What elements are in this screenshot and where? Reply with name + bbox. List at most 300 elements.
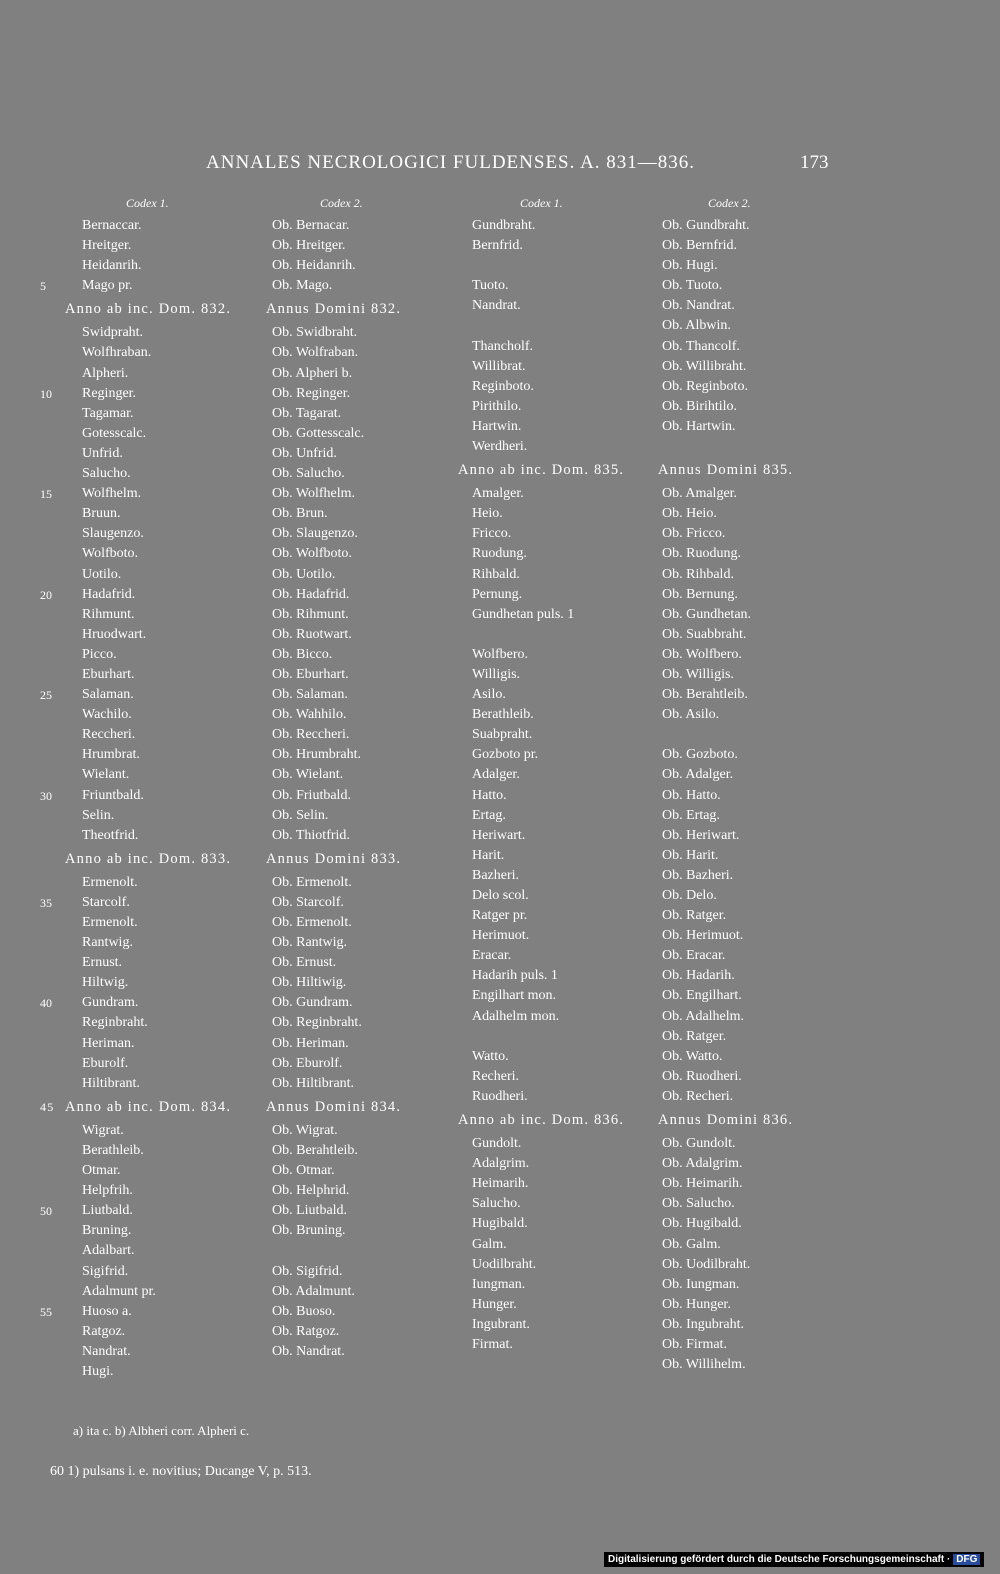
codex-1-entry: Hruodwart. — [82, 626, 147, 642]
codex-2-entry: Ob. Herimuot. — [662, 928, 744, 944]
entry-row — [40, 745, 430, 765]
codex-2-entry: Ob. Willibraht. — [662, 358, 747, 374]
codex-2-entry: Ob. Hugibald. — [662, 1216, 742, 1232]
codex-2-entry: Ob. Amalger. — [662, 486, 738, 502]
year-heading-codex-2: Annus Domini 832. — [266, 301, 402, 318]
year-heading-codex-1: Anno ab inc. Dom. 834. — [65, 1098, 232, 1115]
codex-2-entry: Ob. Tagarat. — [272, 405, 342, 421]
entry-row — [40, 913, 430, 933]
entry-row — [40, 1241, 430, 1261]
entry-row — [40, 1221, 430, 1241]
footnote-variants: a) ita c. b) Albheri corr. Alpheri c. — [73, 1423, 250, 1438]
entry-row — [450, 316, 830, 336]
codex-2-entry: Ob. Hreitger. — [272, 238, 346, 254]
codex-1-entry: Gundram. — [82, 995, 139, 1011]
codex-1-entry: Starcolf. — [82, 894, 130, 910]
codex-2-entry: Ob. Rantwig. — [272, 935, 348, 951]
entry-row — [450, 866, 830, 886]
codex-1-entry: Heio. — [472, 506, 503, 522]
codex-1-entry: Eburhart. — [82, 666, 135, 682]
codex-2-entry: Ob. Thiotfrid. — [272, 827, 350, 843]
codex-2-entry: Ob. Salucho. — [272, 466, 345, 482]
codex-2-entry: Ob. Unfrid. — [272, 445, 337, 461]
entry-row — [450, 1007, 830, 1027]
codex-1-entry: Bazheri. — [472, 867, 520, 883]
codex-1-entry: Harit. — [472, 847, 505, 863]
codex-1-entry: Bernaccar. — [82, 218, 142, 233]
codex-1-entry: Tagamar. — [82, 405, 134, 421]
entry-row — [450, 417, 830, 437]
entry-row — [450, 357, 830, 377]
year-heading-codex-1: Anno ab inc. Dom. 835. — [458, 462, 625, 479]
codex-2-entry: Ob. Rihbald. — [662, 566, 734, 582]
codex-2-entry: Ob. Wigrat. — [272, 1122, 338, 1138]
codex-1-entry: Adalgrim. — [472, 1156, 530, 1172]
codex-2-entry: Ob. Nandrat. — [272, 1343, 345, 1359]
codex-2-entry: Ob. Gundram. — [272, 995, 353, 1011]
entry-row — [40, 765, 430, 785]
codex-2-entry: Ob. Bernacar. — [272, 218, 350, 233]
line-number: 40 — [40, 996, 52, 1011]
codex-2-entry: Ob. Slaugenzo. — [272, 526, 358, 542]
codex-1-entry: Fricco. — [472, 526, 512, 542]
codex-1-entry: Herimuot. — [472, 928, 530, 944]
codex-1-entry: Heriman. — [82, 1035, 135, 1051]
codex-1-entry: Gundhetan puls. 1 — [472, 606, 575, 622]
codex-1-entry: Gundbraht. — [472, 218, 536, 233]
codex-1-entry: Wolfhraban. — [82, 345, 152, 361]
codex-2-entry: Ob. Suabbraht. — [662, 626, 747, 642]
codex-2-heading: Codex 2. — [320, 196, 363, 210]
entry-row — [450, 397, 830, 417]
codex-1-entry: Hugibald. — [472, 1216, 528, 1232]
entry-row — [450, 1087, 830, 1107]
codex-1-entry: Willigis. — [472, 666, 521, 682]
codex-2-entry: Ob. Helphrid. — [272, 1183, 350, 1199]
codex-2-entry: Ob. Gozboto. — [662, 747, 738, 763]
codex-2-entry: Ob. Ratgoz. — [272, 1323, 340, 1339]
codex-2-entry: Ob. Ertag. — [662, 807, 720, 823]
entry-row — [450, 806, 830, 826]
entry-row — [40, 705, 430, 725]
codex-2-entry: Ob. Wolfboto. — [272, 546, 352, 562]
codex-1-entry: Wielant. — [82, 767, 130, 783]
entry-row — [40, 444, 430, 464]
codex-1-entry: Watto. — [472, 1048, 509, 1064]
codex-2-entry: Ob. Heriman. — [272, 1035, 349, 1051]
codex-2-entry: Ob. Tuoto. — [662, 278, 723, 294]
dfg-banner — [604, 1552, 984, 1567]
codex-2-entry: Ob. Heriwart. — [662, 827, 740, 843]
entry-row — [450, 504, 830, 524]
entry-row — [40, 786, 430, 806]
codex-1-entry: Gotesscalc. — [82, 425, 147, 441]
entry-row — [40, 806, 430, 826]
entry-row — [450, 926, 830, 946]
codex-2-entry: Ob. Harit. — [662, 847, 719, 863]
codex-1-entry: Adalmunt pr. — [82, 1283, 156, 1299]
entry-row — [450, 216, 830, 236]
year-heading-codex-2: Annus Domini 836. — [658, 1112, 794, 1129]
codex-2-entry: Ob. Ratger. — [662, 1028, 727, 1044]
codex-1-entry: Wolfboto. — [82, 546, 139, 562]
codex-2-entry: Ob. Iungman. — [662, 1276, 740, 1292]
codex-2-entry: Ob. Reginboto. — [662, 378, 748, 394]
entry-row — [40, 1074, 430, 1094]
entry-row — [450, 565, 830, 585]
year-heading-codex-1: Anno ab inc. Dom. 833. — [65, 850, 232, 867]
entry-row — [40, 464, 430, 484]
entry-row — [40, 1262, 430, 1282]
codex-2-entry: Ob. Bicco. — [272, 646, 333, 662]
codex-1-entry: Bruning. — [82, 1223, 132, 1239]
codex-1-entry: Reccheri. — [82, 727, 136, 743]
entry-row — [450, 377, 830, 397]
banner-text: Digitalisierung gefördert durch die Deutsche Forschungsgemeinschaft · — [608, 1554, 951, 1565]
entry-row — [450, 725, 830, 745]
codex-2-entry: Ob. Wolfraban. — [272, 345, 359, 361]
entry-row — [450, 256, 830, 276]
entry-row — [40, 524, 430, 544]
codex-2-entry: Ob. Salaman. — [272, 687, 348, 703]
dfg-logo: DFG — [953, 1554, 980, 1565]
codex-1-entry: Mago pr. — [82, 278, 133, 294]
entry-row — [40, 1013, 430, 1033]
codex-2-entry: Ob. Fricco. — [662, 526, 726, 542]
codex-1-entry: Pirithilo. — [472, 398, 522, 414]
codex-1-entry: Wigrat. — [82, 1122, 124, 1138]
codex-1-entry: Eracar. — [472, 948, 512, 964]
codex-1-entry: Adalger. — [472, 767, 520, 783]
entry-row — [40, 973, 430, 993]
entry-row — [450, 1214, 830, 1234]
entry-row — [40, 1054, 430, 1074]
codex-1-heading: Codex 1. — [520, 196, 563, 210]
codex-1-entry: Gundolt. — [472, 1136, 522, 1152]
codex-1-entry: Helpfrih. — [82, 1183, 133, 1199]
left-entries — [40, 216, 430, 1382]
codex-2-entry: Ob. Ernust. — [272, 955, 337, 971]
codex-2-entry: Ob. Rihmunt. — [272, 606, 349, 622]
entry-row — [40, 1342, 430, 1362]
codex-2-entry: Ob. Uodilbraht. — [662, 1256, 751, 1272]
codex-2-entry: Ob. Buoso. — [272, 1303, 336, 1319]
codex-1-entry: Gozboto pr. — [472, 747, 539, 763]
codex-2-entry: Ob. Reginger. — [272, 385, 351, 401]
entry-row — [450, 946, 830, 966]
entry-row — [450, 966, 830, 986]
codex-2-entry: Ob. Hadarih. — [662, 968, 735, 984]
entry-row — [40, 725, 430, 745]
year-heading-codex-1: Anno ab inc. Dom. 836. — [458, 1112, 625, 1129]
codex-1-entry: Firmat. — [472, 1336, 513, 1352]
entry-row — [40, 625, 430, 645]
codex-1-entry: Hiltwig. — [82, 975, 129, 991]
codex-1-entry: Slaugenzo. — [82, 526, 144, 542]
codex-2-entry: Ob. Ermenolt. — [272, 915, 352, 930]
entry-row — [450, 605, 830, 625]
entry-row — [40, 826, 430, 846]
footnote-1: 60 1) pulsans i. e. novitius; Ducange V, p. 513. — [50, 1464, 312, 1479]
codex-1-entry: Otmar. — [82, 1163, 121, 1179]
entry-row — [40, 645, 430, 665]
entry-row — [450, 1335, 830, 1355]
codex-1-entry: Tuoto. — [472, 278, 509, 294]
codex-2-heading: Codex 2. — [708, 196, 751, 210]
codex-2-entry: Ob. Reccheri. — [272, 727, 350, 743]
codex-2-entry: Ob. Heimarih. — [662, 1176, 743, 1192]
codex-1-entry: Nandrat. — [472, 298, 521, 314]
codex-2-entry: Ob. Wielant. — [272, 767, 344, 783]
codex-1-entry: Reginbraht. — [82, 1015, 148, 1031]
line-number: 35 — [40, 895, 52, 910]
entry-row — [40, 953, 430, 973]
left-column-header — [40, 196, 430, 216]
codex-2-entry: Ob. Adalgrim. — [662, 1156, 743, 1172]
entry-row — [40, 873, 430, 893]
codex-2-entry: Ob. Ingubraht. — [662, 1316, 745, 1332]
codex-2-entry: Ob. Liutbald. — [272, 1203, 348, 1219]
codex-2-entry: Ob. Ermenolt. — [272, 874, 352, 890]
codex-2-entry: Ob. Berahtleib. — [272, 1142, 358, 1158]
codex-1-entry: Ernust. — [82, 955, 123, 971]
entry-row — [450, 665, 830, 685]
entry-row — [40, 404, 430, 424]
codex-1-entry: Ertag. — [472, 807, 506, 823]
codex-1-entry: Bernfrid. — [472, 238, 523, 254]
entry-row — [450, 846, 830, 866]
codex-2-entry: Ob. Hiltibrant. — [272, 1075, 355, 1091]
entry-row — [40, 1161, 430, 1181]
entry-row — [40, 1034, 430, 1054]
codex-1-entry: Amalger. — [472, 486, 524, 502]
line-number: 20 — [40, 587, 52, 602]
codex-1-entry: Hiltibrant. — [82, 1075, 140, 1091]
codex-1-entry: Adalbart. — [82, 1243, 135, 1259]
entry-row — [40, 484, 430, 504]
entry-row — [40, 1302, 430, 1322]
codex-1-entry: Alpheri. — [82, 365, 129, 381]
codex-1-entry: Recheri. — [472, 1068, 520, 1084]
entry-row — [450, 337, 830, 357]
codex-1-entry: Willibrat. — [472, 358, 526, 374]
entry-row — [40, 565, 430, 585]
codex-1-entry: Engilhart mon. — [472, 988, 556, 1004]
codex-1-entry: Asilo. — [472, 687, 506, 703]
entry-row — [40, 1121, 430, 1141]
codex-2-entry: Ob. Adalger. — [662, 767, 734, 783]
entry-row — [450, 765, 830, 785]
codex-2-entry: Ob. Gundbraht. — [662, 218, 750, 233]
codex-1-entry: Hadarih puls. 1 — [472, 968, 558, 984]
entry-row — [40, 1141, 430, 1161]
codex-2-entry: Ob. Uotilo. — [272, 566, 336, 582]
entry-row — [40, 256, 430, 276]
codex-2-entry: Ob. Ruotwart. — [272, 626, 352, 642]
codex-1-entry: Salaman. — [82, 687, 134, 703]
codex-1-entry: Salucho. — [472, 1196, 521, 1212]
codex-2-entry: Ob. Eburhart. — [272, 666, 349, 682]
year-heading-codex-1: Anno ab inc. Dom. 832. — [65, 301, 232, 318]
entry-row — [40, 685, 430, 705]
codex-2-entry: Ob. Wolfbero. — [662, 646, 742, 662]
line-number: 5 — [40, 279, 46, 294]
codex-2-entry: Ob. Hatto. — [662, 787, 721, 803]
year-heading-codex-2: Annus Domini 835. — [658, 462, 794, 479]
entry-row — [40, 343, 430, 363]
codex-1-heading: Codex 1. — [126, 196, 169, 210]
codex-2-entry: Ob. Hunger. — [662, 1296, 731, 1312]
entry-row — [450, 296, 830, 316]
running-title: ANNALES NECROLOGICI FULDENSES. A. 831—836. — [206, 152, 696, 173]
entry-row — [40, 504, 430, 524]
entry-row — [450, 1235, 830, 1255]
codex-1-entry: Uodilbraht. — [472, 1256, 537, 1272]
codex-2-entry: Ob. Gottesscalc. — [272, 425, 365, 441]
codex-1-entry: Selin. — [82, 807, 115, 823]
codex-1-entry: Hrumbrat. — [82, 747, 140, 763]
entry-row — [450, 1275, 830, 1295]
entry-row — [40, 384, 430, 404]
codex-1-entry: Ratgoz. — [82, 1323, 126, 1339]
entry-row — [450, 745, 830, 765]
codex-1-entry: Rihmunt. — [82, 606, 135, 622]
codex-2-entry: Ob. Ruodung. — [662, 546, 741, 562]
entry-row — [450, 886, 830, 906]
codex-1-entry: Adalhelm mon. — [472, 1008, 560, 1024]
codex-1-entry: Huoso a. — [82, 1303, 132, 1319]
entry-row — [40, 585, 430, 605]
codex-1-entry: Heimarih. — [472, 1176, 529, 1192]
codex-1-entry: Unfrid. — [82, 445, 123, 461]
codex-2-entry: Ob. Adalmunt. — [272, 1283, 355, 1299]
entry-row — [40, 364, 430, 384]
codex-2-entry: Ob. Thancolf. — [662, 338, 740, 354]
codex-1-entry: Hreitger. — [82, 238, 132, 254]
codex-1-entry: Wolfbero. — [472, 646, 529, 662]
codex-2-entry: Ob. Birihtilo. — [662, 398, 738, 414]
entry-row — [450, 585, 830, 605]
entry-row — [450, 236, 830, 256]
codex-1-entry: Ermenolt. — [82, 915, 138, 930]
line-number: 15 — [40, 487, 52, 502]
codex-2-entry: Ob. Salucho. — [662, 1196, 735, 1212]
right-column — [450, 196, 830, 1375]
codex-2-entry: Ob. Gundolt. — [662, 1136, 736, 1152]
year-heading-codex-2: Annus Domini 833. — [266, 850, 402, 867]
year-heading-row — [40, 296, 430, 323]
codex-2-entry: Ob. Hugi. — [662, 258, 718, 274]
codex-1-entry: Bruun. — [82, 506, 121, 522]
codex-2-entry: Ob. Asilo. — [662, 707, 720, 723]
codex-1-entry: Berathleib. — [472, 707, 534, 723]
codex-2-entry: Ob. Engilhart. — [662, 988, 742, 1004]
codex-1-entry: Swidpraht. — [82, 325, 144, 341]
entry-row — [40, 605, 430, 625]
codex-2-entry: Ob. Adalhelm. — [662, 1008, 745, 1024]
entry-row — [40, 1282, 430, 1302]
codex-2-entry: Ob. Ratger. — [662, 908, 727, 924]
codex-1-entry: Picco. — [82, 646, 117, 662]
entry-row — [40, 665, 430, 685]
entry-row — [450, 1255, 830, 1275]
codex-2-entry: Ob. Mago. — [272, 278, 333, 294]
entry-row — [40, 236, 430, 256]
codex-1-entry: Wolfhelm. — [82, 486, 142, 502]
entry-row — [450, 276, 830, 296]
entry-row — [40, 1362, 430, 1382]
entry-row — [450, 1154, 830, 1174]
line-number: 50 — [40, 1204, 52, 1219]
entry-row — [450, 1134, 830, 1154]
codex-1-entry: Galm. — [472, 1236, 507, 1252]
codex-2-entry: Ob. Hrumbraht. — [272, 747, 362, 763]
year-heading-codex-2: Annus Domini 834. — [266, 1098, 402, 1115]
codex-1-entry: Liutbald. — [82, 1203, 133, 1219]
codex-2-entry: Ob. Otmar. — [272, 1163, 335, 1179]
codex-2-entry: Ob. Bernfrid. — [662, 238, 738, 254]
entry-row — [40, 544, 430, 564]
codex-2-entry: Ob. Recheri. — [662, 1088, 734, 1104]
entry-row — [40, 933, 430, 953]
right-column-header — [450, 196, 830, 216]
codex-2-entry: Ob. Selin. — [272, 807, 329, 823]
codex-2-entry: Ob. Delo. — [662, 888, 717, 903]
entry-row — [450, 705, 830, 725]
entry-row — [40, 1322, 430, 1342]
codex-2-entry: Ob. Heidanrih. — [272, 258, 356, 274]
codex-1-entry: Wachilo. — [82, 707, 132, 723]
entry-row — [450, 1067, 830, 1087]
entry-row — [40, 1201, 430, 1221]
entry-row — [40, 993, 430, 1013]
line-number: 25 — [40, 688, 52, 703]
year-heading-row — [40, 1094, 430, 1121]
codex-1-entry: Reginger. — [82, 385, 137, 401]
codex-1-entry: Hugi. — [82, 1363, 114, 1379]
codex-2-entry: Ob. Heio. — [662, 506, 717, 522]
codex-1-entry: Friuntbald. — [82, 787, 144, 803]
codex-1-entry: Ruodung. — [472, 546, 527, 562]
page-header — [0, 152, 1000, 182]
entry-row — [450, 826, 830, 846]
entry-row — [450, 625, 830, 645]
entry-row — [40, 424, 430, 444]
codex-1-entry: Hadafrid. — [82, 586, 136, 602]
entry-row — [40, 323, 430, 343]
codex-2-entry: Ob. Wahhilo. — [272, 707, 347, 723]
entry-row — [450, 986, 830, 1006]
entry-row — [450, 437, 830, 457]
codex-2-entry: Ob. Wolfhelm. — [272, 486, 355, 502]
codex-1-entry: Ruodheri. — [472, 1088, 528, 1104]
year-heading-row — [450, 457, 830, 484]
codex-2-entry: Ob. Bernung. — [662, 586, 738, 602]
codex-1-entry: Hunger. — [472, 1296, 517, 1312]
codex-2-entry: Ob. Willihelm. — [662, 1357, 746, 1373]
left-column — [40, 196, 430, 1382]
entry-row — [40, 1181, 430, 1201]
codex-2-entry: Ob. Alpheri b. — [272, 365, 353, 381]
codex-2-entry: Ob. Hadafrid. — [272, 586, 350, 602]
entry-row — [450, 1295, 830, 1315]
codex-2-entry: Ob. Hiltiwig. — [272, 975, 347, 991]
codex-2-entry: Ob. Berahtleib. — [662, 687, 748, 703]
entry-row — [40, 276, 430, 296]
codex-2-entry: Ob. Eburolf. — [272, 1055, 343, 1071]
page-number: 173 — [800, 152, 829, 173]
codex-1-entry: Uotilo. — [82, 566, 122, 582]
